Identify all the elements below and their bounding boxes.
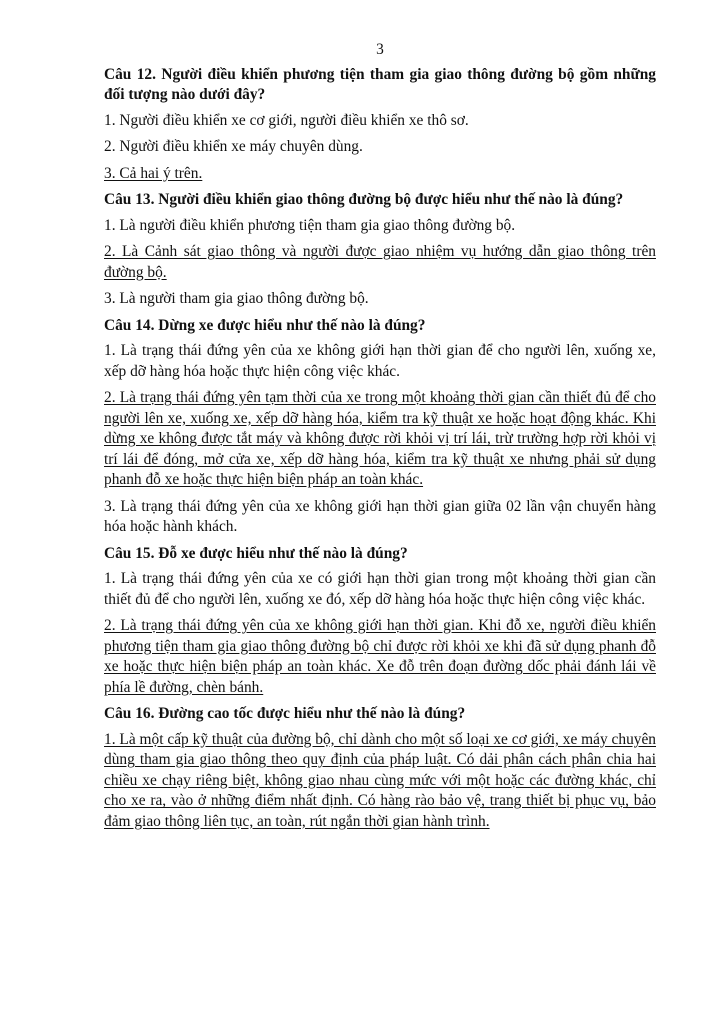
question-16-text: Câu 16. Đường cao tốc được hiểu như thế nào là đúng? xyxy=(104,705,466,722)
question-14-answer-1: 1. Là trạng thái đứng yên của xe không giới hạn thời gian để cho người lên, xuống xe, xếp dỡ hàng hóa hoặc thực hiện công việc khác. xyxy=(104,342,656,380)
question-15-answer-1: 1. Là trạng thái đứng yên của xe có giới hạn thời gian trong một khoảng thời gian cần thiết đủ để cho người lên, xuống xe đó, xếp dỡ hàng hóa hoặc thực hiện công việc khác. xyxy=(104,570,656,608)
page-number: 3 xyxy=(376,41,384,58)
question-12-answer-2: 2. Người điều khiển xe máy chuyên dùng. xyxy=(104,138,363,155)
question-16-answer-1-correct: 1. Là một cấp kỹ thuật của đường bộ, chỉ dành cho một số loại xe cơ giới, xe máy chuyên dùng tham gia giao thông theo quy định của pháp luật. Có dải phân cách phân chia hai chiều xe chạy riêng biệt, không giao nhau cùng mức với một hoặc các đường khác, chỉ cho xe ra, vào ở những điểm nhất định. Có hàng rào bảo vệ, trang thiết bị phục vụ, bảo đảm giao thông liên tục, an toàn, rút ngắn thời gian hành trình. xyxy=(104,730,656,830)
question-12-answer-3-correct: 3. Cả hai ý trên. xyxy=(104,164,203,182)
question-block-12 xyxy=(104,65,656,185)
document-page xyxy=(104,40,656,838)
question-14-answer-2-correct: 2. Là trạng thái đứng yên tạm thời của xe trong một khoảng thời gian cần thiết đủ để cho người lên xe, xuống xe, xếp dỡ hàng hóa, kiểm tra kỹ thuật xe hoặc hoạt động khác. Khi dừng xe không được tắt máy và không được rời khỏi vị trí lái, trừ trường hợp rời khỏi vị trí lái để đóng, mở cửa xe, xếp dỡ hàng hóa, kiểm tra kỹ thuật xe nhưng phải sử dụng phanh đỗ xe hoặc thực hiện biện pháp an toàn khác. xyxy=(104,389,656,488)
question-block-13 xyxy=(104,190,656,310)
question-block-14 xyxy=(104,316,656,538)
question-15-answer-2-correct: 2. Là trạng thái đứng yên của xe không giới hạn thời gian. Khi đỗ xe, người điều khiển phương tiện tham gia giao thông đường bộ chỉ được rời khỏi xe khi đã sử dụng phanh đỗ xe hoặc thực hiện biện pháp an toàn khác. Xe đỗ trên đoạn đường dốc phải đánh lái về phía lề đường, chèn bánh. xyxy=(104,617,656,696)
question-12-text: Câu 12. Người điều khiển phương tiện tham gia giao thông đường bộ gồm những đối tượng nào dưới đây? xyxy=(104,65,656,103)
question-12-answer-1: 1. Người điều khiển xe cơ giới, người điều khiển xe thô sơ. xyxy=(104,111,469,129)
question-13-answer-3: 3. Là người tham gia giao thông đường bộ. xyxy=(104,290,369,307)
question-14-text: Câu 14. Dừng xe được hiểu như thế nào là đúng? xyxy=(104,316,426,334)
question-block-16 xyxy=(104,704,656,832)
question-13-answer-1: 1. Là người điều khiển phương tiện tham gia giao thông đường bộ. xyxy=(104,216,516,234)
question-13-answer-2-correct: 2. Là Cảnh sát giao thông và người được giao nhiệm vụ hướng dẫn giao thông trên đường bộ. xyxy=(104,243,656,281)
question-15-text: Câu 15. Đỗ xe được hiểu như thế nào là đúng? xyxy=(104,544,408,562)
question-block-15 xyxy=(104,544,656,699)
question-14-answer-3: 3. Là trạng thái đứng yên của xe không giới hạn thời gian giữa 02 lần vận chuyển hàng hóa hoặc hành khách. xyxy=(104,497,656,535)
question-13-text: Câu 13. Người điều khiển giao thông đường bộ được hiểu như thế nào là đúng? xyxy=(104,191,624,208)
